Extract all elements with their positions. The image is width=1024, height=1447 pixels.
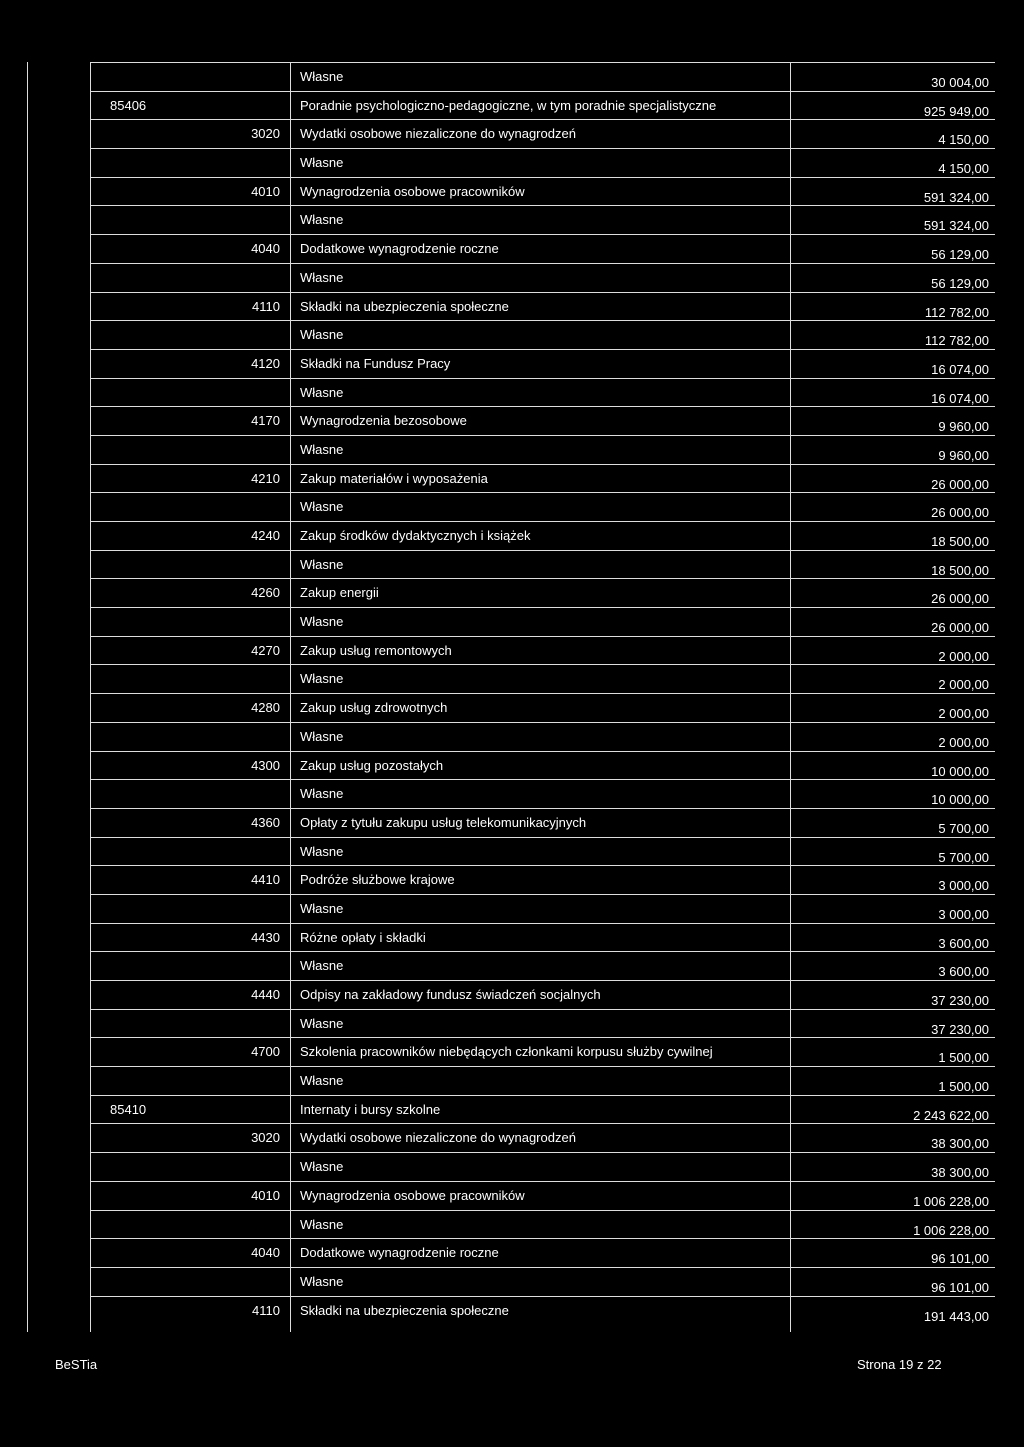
item-amount: 10 000,00 — [931, 792, 989, 808]
item-amount: 30 004,00 — [931, 75, 989, 90]
item-amount: 2 000,00 — [938, 677, 989, 693]
item-amount: 16 074,00 — [931, 390, 989, 406]
table-row — [90, 779, 995, 808]
item-amount: 56 129,00 — [931, 275, 989, 291]
item-amount: 2 000,00 — [938, 648, 989, 664]
item-name: Wynagrodzenia osobowe pracowników — [300, 183, 525, 199]
item-name: Składki na ubezpieczenia społeczne — [300, 298, 509, 314]
table-row — [90, 1267, 995, 1296]
paragraph-code: 4110 — [252, 1302, 280, 1318]
item-amount: 38 300,00 — [931, 1165, 989, 1181]
table-row — [90, 148, 995, 177]
item-amount: 56 129,00 — [931, 247, 989, 263]
item-name: Zakup energii — [300, 585, 379, 601]
table-row — [90, 693, 995, 722]
footer-page-number: Strona 19 z 22 — [857, 1357, 942, 1372]
footer-left: BeSTia — [55, 1357, 98, 1372]
item-name: Własne — [300, 1015, 344, 1031]
table-row — [90, 951, 995, 980]
left-border-line — [27, 62, 28, 1332]
item-amount: 18 500,00 — [931, 562, 989, 578]
table-row — [90, 894, 995, 923]
item-name: Własne — [300, 843, 344, 859]
table-row — [90, 492, 995, 521]
item-amount: 925 949,00 — [923, 103, 989, 119]
item-name: Własne — [300, 441, 344, 457]
paragraph-code: 4040 — [251, 241, 280, 257]
item-amount: 38 300,00 — [931, 1136, 989, 1152]
item-amount: 1 500,00 — [938, 1079, 989, 1095]
paragraph-code: 4110 — [252, 298, 280, 314]
item-name: Wydatki osobowe niezaliczone do wynagrodzeń — [300, 1130, 576, 1146]
paragraph-code: 4270 — [251, 642, 280, 658]
table-row — [90, 722, 995, 751]
paragraph-code: 3020 — [251, 126, 280, 142]
item-amount: 3 000,00 — [938, 906, 989, 922]
item-amount: 3 600,00 — [938, 935, 989, 951]
paragraph-code: 4010 — [251, 1187, 280, 1203]
paragraph-code: 3020 — [251, 1130, 280, 1146]
item-amount: 5 700,00 — [938, 820, 989, 836]
item-amount: 10 000,00 — [931, 763, 989, 779]
paragraph-code: 4300 — [251, 757, 280, 773]
item-name: Własne — [300, 155, 344, 171]
table-row — [90, 62, 995, 91]
table-row — [90, 435, 995, 464]
table-row — [90, 607, 995, 636]
item-name: Różne opłaty i składki — [300, 929, 426, 945]
table-row — [90, 980, 995, 1009]
item-name: Poradnie psychologiczno-pedagogiczne, w tym poradnie specjalistyczne — [300, 97, 717, 113]
paragraph-code: 4170 — [251, 413, 280, 429]
item-name: Własne — [300, 1073, 344, 1089]
table-row — [90, 865, 995, 894]
item-name: Własne — [300, 728, 344, 744]
paragraph-code: 4280 — [251, 700, 280, 716]
table-row — [90, 177, 995, 206]
table-row — [90, 1009, 995, 1038]
table-row — [90, 464, 995, 493]
item-name: Własne — [300, 1273, 344, 1289]
item-name: Wynagrodzenia bezosobowe — [300, 413, 467, 429]
item-name: Internaty i bursy szkolne — [300, 1101, 441, 1117]
item-name: Własne — [300, 786, 344, 802]
table-row — [90, 751, 995, 780]
item-amount: 2 000,00 — [938, 734, 989, 750]
item-amount: 2 000,00 — [938, 706, 989, 722]
item-name: Odpisy na zakładowy fundusz świadczeń socjalnych — [300, 987, 601, 1002]
table-row — [90, 1181, 995, 1210]
item-name: Własne — [300, 384, 344, 400]
table-row — [90, 1210, 995, 1239]
table-row — [90, 205, 995, 234]
table-row — [90, 349, 995, 378]
item-name: Własne — [300, 1159, 344, 1175]
item-amount: 26 000,00 — [931, 591, 989, 607]
item-amount: 96 101,00 — [931, 1251, 989, 1267]
table-row — [90, 1296, 995, 1325]
paragraph-code: 4260 — [251, 585, 280, 601]
table-row — [90, 1037, 995, 1066]
item-name: Zakup usług zdrowotnych — [300, 700, 448, 716]
item-name: Zakup materiałów i wyposażenia — [300, 470, 488, 486]
item-amount: 5 700,00 — [938, 849, 989, 865]
item-name: Szkolenia pracowników niebędących członkami korpusu służby cywilnej — [300, 1044, 713, 1060]
table-row — [90, 91, 995, 120]
item-amount: 9 960,00 — [938, 447, 989, 463]
item-name: Własne — [300, 958, 344, 974]
item-name: Zakup usług pozostałych — [300, 757, 444, 773]
item-amount: 26 000,00 — [931, 476, 989, 492]
item-amount: 9 960,00 — [938, 419, 989, 435]
table-row — [90, 263, 995, 292]
table-row — [90, 234, 995, 263]
table-row — [90, 578, 995, 607]
table-row — [90, 636, 995, 665]
paragraph-code: 4360 — [251, 814, 280, 830]
item-name: Własne — [300, 900, 344, 916]
item-name: Dodatkowe wynagrodzenie roczne — [300, 1245, 499, 1261]
table-row — [90, 1095, 995, 1124]
table-row — [90, 664, 995, 693]
item-name: Zakup usług remontowych — [300, 642, 452, 658]
item-name: Własne — [300, 69, 344, 84]
paragraph-code: 4240 — [251, 528, 280, 543]
item-amount: 26 000,00 — [931, 620, 989, 636]
table-row — [90, 292, 995, 321]
table-row — [90, 837, 995, 866]
item-name: Składki na ubezpieczenia społeczne — [300, 1302, 509, 1318]
item-amount: 2 243 622,00 — [913, 1107, 989, 1123]
item-amount: 26 000,00 — [931, 505, 989, 521]
item-amount: 3 600,00 — [938, 964, 989, 980]
item-name: Własne — [300, 499, 344, 515]
item-amount: 37 230,00 — [931, 993, 989, 1008]
table-row — [90, 378, 995, 407]
table-row — [90, 406, 995, 435]
item-amount: 16 074,00 — [931, 361, 989, 377]
paragraph-code: 4430 — [251, 929, 280, 945]
section-code: 85406 — [110, 97, 147, 113]
item-amount: 112 782,00 — [924, 304, 989, 320]
item-amount: 591 324,00 — [923, 218, 989, 234]
item-amount: 1 006 228,00 — [913, 1193, 989, 1209]
budget-table — [90, 62, 995, 1324]
paragraph-code: 4210 — [251, 470, 280, 486]
item-amount: 37 230,00 — [931, 1021, 989, 1037]
paragraph-code: 4010 — [251, 183, 280, 199]
paragraph-code: 4440 — [251, 987, 280, 1002]
item-name: Własne — [300, 1216, 344, 1232]
item-amount: 96 101,00 — [931, 1279, 989, 1295]
item-amount: 18 500,00 — [931, 534, 989, 549]
item-name: Własne — [300, 614, 344, 630]
table-row — [90, 320, 995, 349]
item-amount: 3 000,00 — [938, 878, 989, 894]
table-row — [90, 119, 995, 148]
item-amount: 1 500,00 — [938, 1050, 989, 1066]
table-row — [90, 1238, 995, 1267]
item-name: Wydatki osobowe niezaliczone do wynagrodzeń — [300, 126, 576, 142]
table-row — [90, 521, 995, 550]
paragraph-code: 4040 — [251, 1245, 280, 1261]
table-row — [90, 808, 995, 837]
item-amount: 191 443,00 — [923, 1308, 989, 1324]
item-name: Dodatkowe wynagrodzenie roczne — [300, 241, 499, 257]
item-amount: 591 324,00 — [923, 189, 989, 205]
item-amount: 4 150,00 — [938, 161, 989, 177]
item-name: Podróże służbowe krajowe — [300, 872, 455, 888]
item-name: Własne — [300, 269, 344, 285]
item-amount: 112 782,00 — [924, 333, 989, 349]
item-amount: 1 006 228,00 — [913, 1222, 989, 1238]
paragraph-code: 4410 — [251, 872, 280, 888]
item-name: Własne — [300, 556, 344, 572]
item-name: Własne — [300, 327, 344, 343]
paragraph-code: 4700 — [251, 1044, 280, 1060]
table-row — [90, 1123, 995, 1152]
item-name: Opłaty z tytułu zakupu usług telekomunikacyjnych — [300, 814, 587, 830]
paragraph-code: 4120 — [251, 355, 280, 371]
table-row — [90, 550, 995, 579]
table-row — [90, 1152, 995, 1181]
item-name: Własne — [300, 212, 344, 228]
section-code: 85410 — [110, 1101, 147, 1117]
item-name: Zakup środków dydaktycznych i książek — [300, 528, 531, 543]
item-name: Własne — [300, 671, 344, 687]
table-row — [90, 1066, 995, 1095]
item-name: Składki na Fundusz Pracy — [300, 355, 451, 371]
table-row — [90, 923, 995, 952]
item-name: Wynagrodzenia osobowe pracowników — [300, 1187, 525, 1203]
item-amount: 4 150,00 — [938, 132, 989, 148]
